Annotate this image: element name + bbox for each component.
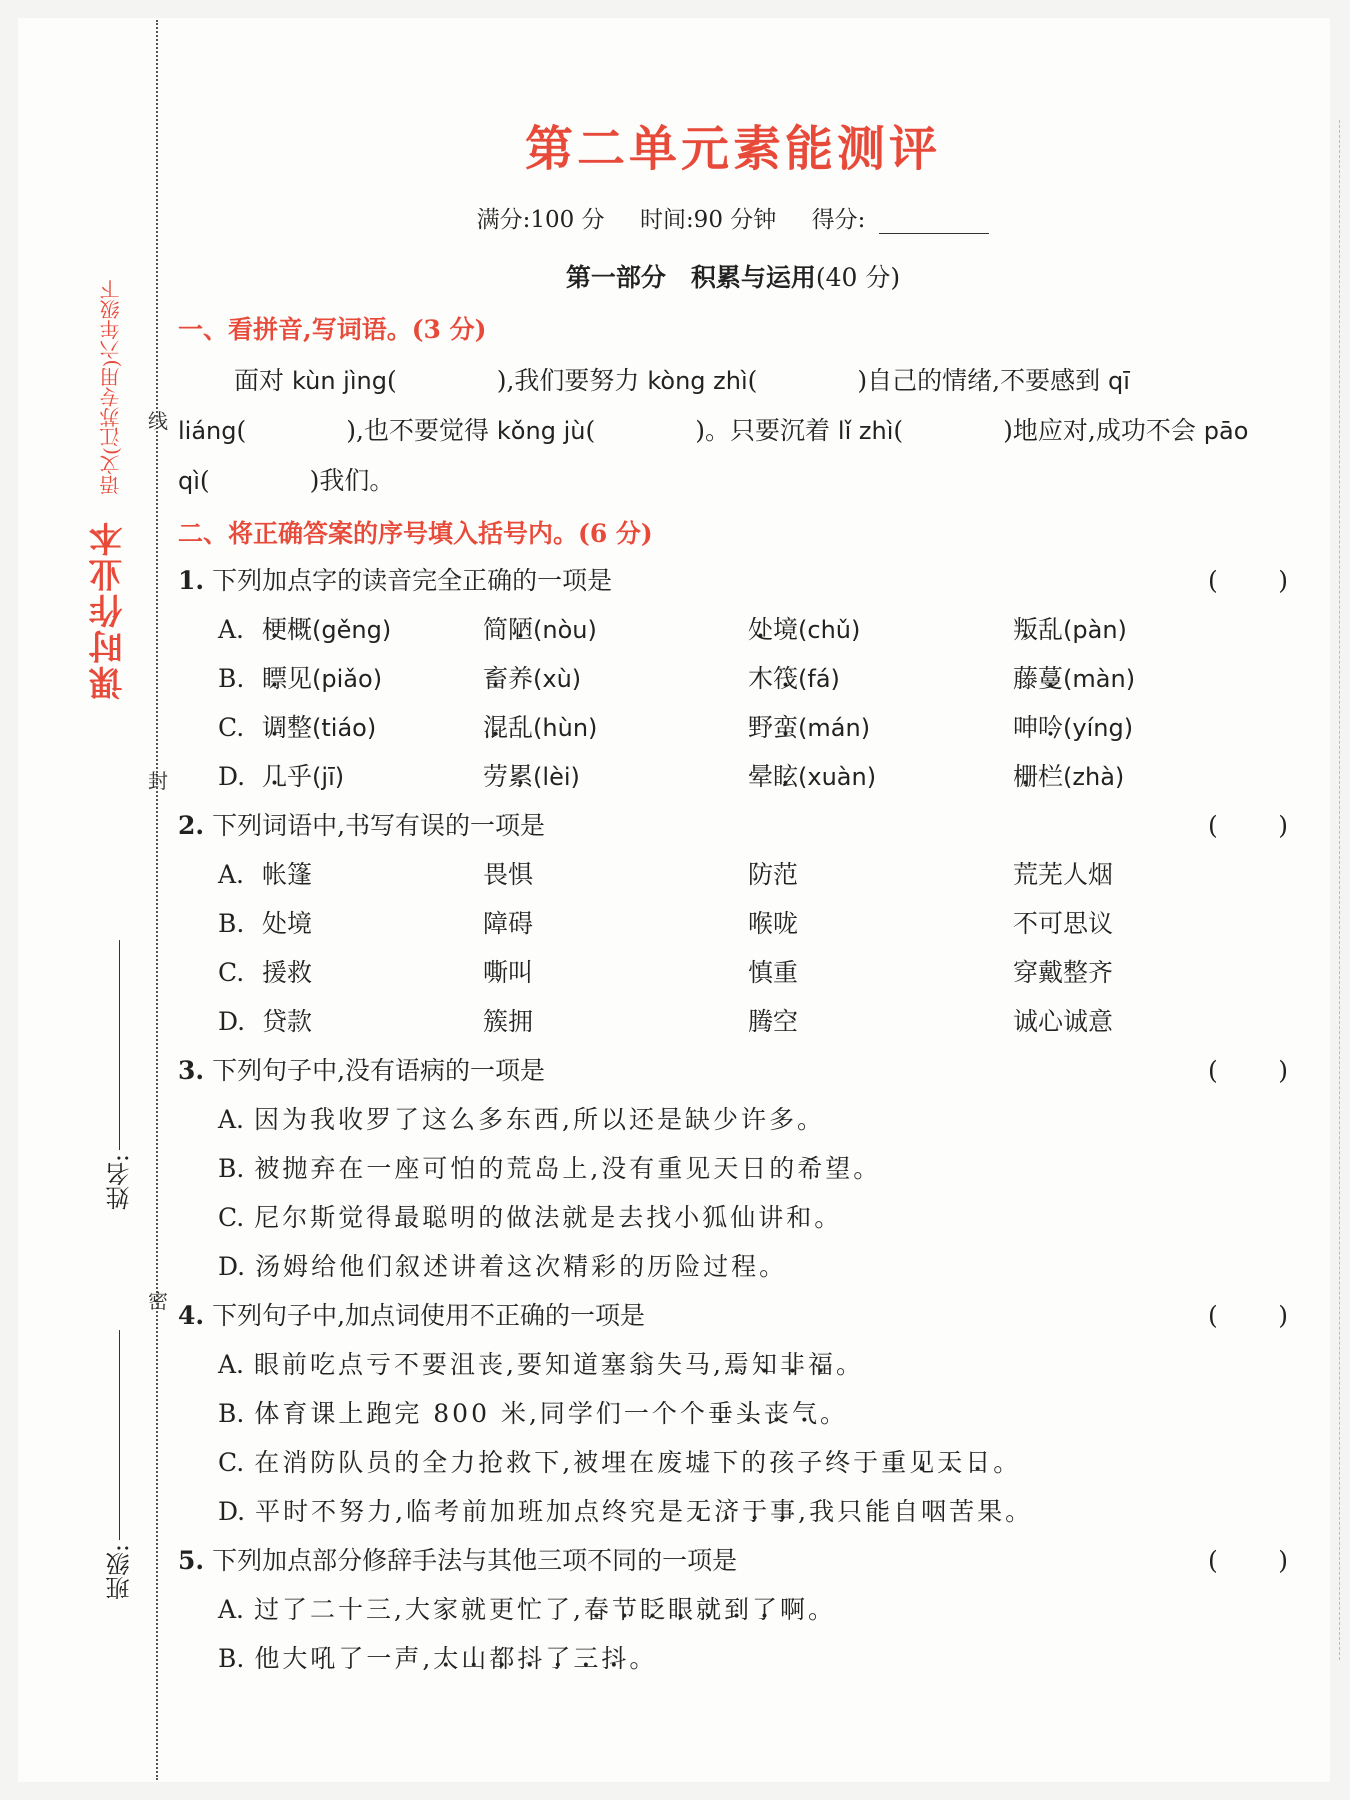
option-pinyin: (xù) (533, 665, 582, 693)
full-score: 满分:100 分 (476, 207, 605, 233)
sentence-option (178, 1242, 1288, 1291)
option-cell: 处境 (262, 909, 313, 938)
pinyin-word: kùn jìng (291, 367, 387, 395)
cut-word-line: 线 (148, 409, 168, 433)
dotted-word: 简陋 (483, 615, 534, 644)
option-cell (748, 703, 1013, 752)
dotted-word: 劳累 (483, 762, 534, 791)
answer-parentheses[interactable]: ( ) (1208, 566, 1288, 595)
option-label: B. (218, 1399, 245, 1428)
question-number: 5. (178, 1546, 205, 1575)
option-cell (1013, 654, 1278, 703)
option-label: D. (218, 762, 246, 791)
option-label: C. (218, 1203, 245, 1232)
sentence-pre: 平时不努力,临考前加班加点终究是 (255, 1497, 687, 1526)
option-cell: 慎重 (748, 958, 799, 987)
dotted-word: 处境 (748, 615, 799, 644)
option-pinyin: (chǔ) (798, 616, 861, 644)
dotted-word: 木筏 (748, 664, 799, 693)
dotted-word: 瞟见 (262, 664, 313, 693)
option-cell (262, 654, 483, 703)
sentence-pre: 在消防队员的全力抢救下,被埋在废墟下的孩子终于 (254, 1448, 882, 1477)
dotted-phrase: 垂头丧气 (707, 1399, 820, 1428)
sentence-post: 啊。 (780, 1595, 837, 1624)
option-label: D. (218, 1007, 246, 1036)
option-cell (1013, 605, 1278, 654)
option-pinyin: (yíng) (1063, 714, 1134, 742)
dotted-word: 晕眩 (748, 762, 799, 791)
option-cell: 不可思议 (1013, 909, 1114, 938)
question-stem: 下列句子中,加点词使用不正确的一项是 (212, 1301, 646, 1330)
option-row (178, 948, 1288, 997)
name-blank[interactable] (120, 940, 121, 1150)
score-blank[interactable] (879, 233, 989, 234)
dotted-phrase: 重见天日 (881, 1448, 994, 1477)
option-cell: 喉咙 (748, 909, 799, 938)
question-number: 3. (178, 1056, 205, 1085)
option-label: C. (218, 1448, 245, 1477)
part-title-text: 第一部分 积累与运用 (565, 263, 816, 292)
class-field[interactable] (102, 1330, 137, 1600)
text-segment: 面对 (234, 366, 292, 395)
sentence-text: 汤姆给他们叙述讲着这次精彩的历险过程。 (255, 1252, 788, 1281)
sentence-pre: 他大吼了一声, (254, 1644, 434, 1673)
text-segment: ( )自己的情绪,不要感到 (747, 366, 1109, 395)
option-row (178, 654, 1288, 703)
brand-logo: 课时作业本 (89, 520, 129, 700)
option-cell (483, 752, 748, 801)
dotted-phrase: 焉知非福 (723, 1350, 836, 1379)
name-field[interactable] (102, 940, 137, 1210)
option-pinyin: (fá) (798, 665, 840, 693)
question-5 (178, 1536, 1288, 1585)
sentence-option (178, 1144, 1288, 1193)
sentence-post: 。 (819, 1399, 848, 1428)
text-segment: ( )我们。 (199, 466, 395, 495)
question-stem: 下列词语中,书写有误的一项是 (212, 811, 546, 840)
question-2 (178, 801, 1288, 850)
score-row (178, 201, 1288, 234)
class-blank[interactable] (120, 1330, 121, 1540)
dotted-word: 藤蔓 (1013, 664, 1064, 693)
sentence-pre: 过了二十三,大家就更忙了, (254, 1595, 584, 1624)
question-stem: 下列加点字的读音完全正确的一项是 (212, 566, 613, 595)
cut-word-seal: 封 (148, 769, 168, 793)
option-cell: 簇拥 (483, 1007, 534, 1036)
answer-parentheses[interactable]: ( ) (1208, 1546, 1288, 1575)
part-title (178, 258, 1288, 294)
option-label: A. (218, 1105, 245, 1134)
option-cell: 障碍 (483, 909, 534, 938)
option-cell (748, 605, 1013, 654)
dotted-word: 调整 (262, 713, 313, 742)
option-label: B. (218, 1154, 245, 1183)
name-label: 姓名: (106, 1154, 134, 1211)
answer-parentheses[interactable]: ( ) (1208, 811, 1288, 840)
question-1 (178, 556, 1288, 605)
section1-title: 一、看拼音,写词语。(3 分) (178, 315, 487, 344)
part-points: (40 分) (815, 263, 901, 292)
option-cell (748, 752, 1013, 801)
question-3 (178, 1046, 1288, 1095)
answer-parentheses[interactable]: ( ) (1208, 1301, 1288, 1330)
text-segment: ( )。只要沉着 (585, 416, 838, 445)
option-pinyin: (nòu) (533, 616, 597, 644)
binding-cut-line (156, 20, 158, 1780)
option-cell: 贷款 (262, 1007, 313, 1036)
sentence-option (178, 1095, 1288, 1144)
option-label: A. (218, 1350, 245, 1379)
pinyin-word: pāo qì (178, 417, 1249, 495)
option-cell: 防范 (748, 860, 799, 889)
sentence-post: 。 (993, 1448, 1022, 1477)
option-pinyin: (tiáo) (312, 714, 377, 742)
sentence-option (178, 1438, 1288, 1487)
option-cell: 穿戴整齐 (1013, 958, 1114, 987)
option-cell (483, 605, 748, 654)
dotted-phrase: 春节眨眼就到了 (583, 1595, 781, 1624)
question-stem: 下列句子中,没有语病的一项是 (212, 1056, 546, 1085)
answer-parentheses[interactable]: ( ) (1208, 1056, 1288, 1085)
option-row (178, 997, 1288, 1046)
option-pinyin: (màn) (1063, 665, 1136, 693)
sentence-text: 因为我收罗了这么多东西,所以还是缺少许多。 (254, 1105, 825, 1134)
dotted-word: 梗概 (262, 615, 313, 644)
option-row (178, 899, 1288, 948)
pinyin-word: kòng zhì (647, 367, 748, 395)
option-label: C. (218, 713, 245, 742)
dotted-word: 野蛮 (748, 713, 799, 742)
question-number: 4. (178, 1301, 205, 1330)
option-cell: 腾空 (748, 1007, 799, 1036)
option-cell (1013, 703, 1278, 752)
pinyin-paragraph (178, 356, 1288, 506)
pinyin-word: lǐ zhì (837, 417, 894, 445)
exam-content (178, 110, 1288, 1683)
option-pinyin: (pàn) (1063, 616, 1127, 644)
option-label: C. (218, 958, 245, 987)
option-pinyin: (piǎo) (312, 665, 383, 693)
question-number: 1. (178, 566, 205, 595)
page-title: 第二单元素能测评 (524, 121, 941, 177)
dotted-word: 栅栏 (1013, 762, 1064, 791)
sentence-option (178, 1585, 1288, 1634)
dotted-word: 呻吟 (1013, 713, 1064, 742)
cut-word-secret: 密 (148, 1289, 168, 1313)
sentence-pre: 眼前吃点亏不要沮丧,要知道塞翁失马, (254, 1350, 724, 1379)
option-cell: 诚心诚意 (1013, 1007, 1114, 1036)
dotted-word: 混乱 (483, 713, 534, 742)
pinyin-word: kǒng jù (496, 417, 586, 445)
dotted-word: 畜养 (483, 664, 534, 693)
sentence-text: 尼尔斯觉得最聪明的做法就是去找小狐仙讲和。 (254, 1203, 843, 1232)
text-segment: ( )地应对,成功不会 (893, 416, 1204, 445)
page-right-edge (1339, 120, 1340, 1660)
option-row (178, 605, 1288, 654)
option-cell (262, 605, 483, 654)
option-cell: 嘶叫 (483, 958, 534, 987)
dotted-word: 几乎 (262, 762, 313, 791)
question-stem: 下列加点部分修辞手法与其他三项不同的一项是 (212, 1546, 738, 1575)
option-cell (262, 703, 483, 752)
exam-time: 时间:90 分钟 (639, 207, 777, 233)
score-label: 得分: (811, 207, 866, 233)
option-label: D. (218, 1252, 246, 1281)
option-pinyin: (xuàn) (798, 763, 877, 791)
option-row (178, 850, 1288, 899)
pinyin-word: qī liáng (178, 367, 1130, 445)
option-cell: 帐篷 (262, 860, 313, 889)
option-cell: 畏惧 (483, 860, 534, 889)
option-cell: 援救 (262, 958, 313, 987)
option-cell (748, 654, 1013, 703)
option-pinyin: (gěng) (312, 616, 392, 644)
option-label: D. (218, 1497, 246, 1526)
option-label: A. (218, 615, 245, 644)
option-label: B. (218, 1644, 245, 1673)
sentence-pre: 体育课上跑完 800 米,同学们一个个 (254, 1399, 708, 1428)
question-4 (178, 1291, 1288, 1340)
question-number: 2. (178, 811, 205, 840)
text-segment: ( ),也不要觉得 (236, 416, 497, 445)
series-label: 语文(江苏专用)六年级下 (99, 279, 123, 495)
option-label: B. (218, 664, 245, 693)
option-row (178, 752, 1288, 801)
dotted-phrase: 大山都抖了三抖 (433, 1644, 630, 1673)
option-label: A. (218, 1595, 245, 1624)
option-label: B. (218, 909, 245, 938)
text-segment: ( ),我们要努力 (386, 366, 648, 395)
class-label: 班级: (106, 1544, 134, 1601)
option-cell: 荒芜人烟 (1013, 860, 1114, 889)
option-cell (483, 703, 748, 752)
sentence-option (178, 1340, 1288, 1389)
question-list (178, 556, 1288, 1683)
sentence-text: 被抛弃在一座可怕的荒岛上,没有重见天日的希望。 (254, 1154, 882, 1183)
option-row (178, 703, 1288, 752)
option-pinyin: (jī) (312, 763, 345, 791)
option-pinyin: (zhà) (1063, 763, 1125, 791)
option-pinyin: (mán) (798, 714, 871, 742)
sentence-post: ,我只能自咽苦果。 (798, 1497, 1034, 1526)
option-label: A. (218, 860, 245, 889)
option-pinyin: (hùn) (533, 714, 598, 742)
dotted-word: 叛乱 (1013, 615, 1064, 644)
dotted-phrase: 无济于事 (686, 1497, 799, 1526)
sentence-post: 。 (835, 1350, 864, 1379)
option-cell (262, 752, 483, 801)
sentence-option (178, 1487, 1288, 1536)
option-pinyin: (lèi) (533, 763, 580, 791)
sentence-post: 。 (629, 1644, 658, 1673)
section2-title: 二、将正确答案的序号填入括号内。(6 分) (178, 519, 653, 548)
sentence-option (178, 1193, 1288, 1242)
